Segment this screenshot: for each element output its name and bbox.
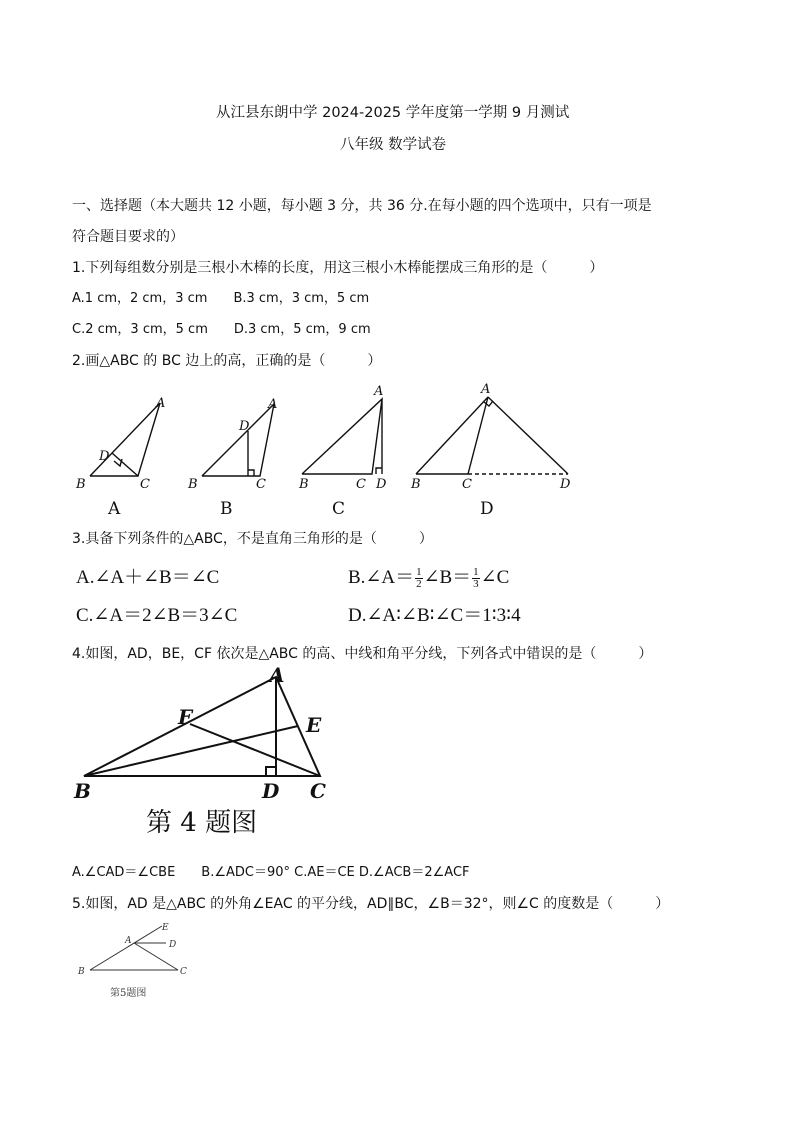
fig4-vertex-A: A (269, 663, 285, 687)
fig5-vertex-E: E (162, 923, 169, 933)
fig2c-vertex-B: B (299, 477, 309, 492)
question-2-stem: 2.画△ABC 的 BC 边上的高，正确的是（ ） (72, 353, 382, 369)
fig2b-vertex-D: D (239, 419, 250, 434)
fraction-numerator: 1 (473, 566, 479, 579)
fig2d-vertex-A: A (481, 382, 491, 397)
question-2-figures (70, 380, 590, 520)
fraction-one-third (472, 567, 480, 590)
question-5-figure (72, 922, 202, 1002)
fig2a-vertex-D: D (99, 449, 110, 464)
fig2-caption-C: C (332, 499, 346, 519)
option-b-suffix: ∠C (480, 567, 510, 588)
exam-subtitle: 八年级 数学试卷 (340, 137, 447, 153)
fraction-denominator: 3 (473, 578, 479, 591)
fig2c-vertex-D: D (376, 477, 387, 492)
question-1-options-row1: A.1 cm，2 cm，3 cm B.3 cm，3 cm，5 cm (72, 291, 370, 306)
question-3-stem: 3.具备下列条件的△ABC，不是直角三角形的是（ ） (72, 531, 433, 547)
fig5-vertex-D: D (169, 940, 177, 950)
question-1-stem: 1.下列每组数分别是三根小木棒的长度，用这三根小木棒能摆成三角形的是（ ） (72, 260, 604, 276)
fig2a-vertex-C: C (140, 477, 150, 492)
fraction-denominator: 2 (416, 578, 422, 591)
fig2-caption-A: A (108, 499, 121, 519)
question-3-option-A: A.∠A＋∠B＝∠C (76, 567, 220, 588)
fig5-caption: 第5题图 (110, 988, 147, 999)
question-3-option-C: C.∠A＝2∠B＝3∠C (76, 605, 238, 626)
fraction-numerator: 1 (416, 566, 422, 579)
fig2-caption-B: B (220, 499, 233, 519)
section-heading-line1: 一、选择题（本大题共 12 小题，每小题 3 分，共 36 分.在每小题的四个选项中，只有一项是 (72, 198, 652, 214)
fig2b-vertex-A: A (268, 397, 278, 412)
question-4-figure (66, 664, 366, 844)
question-4-stem: 4.如图，AD，BE，CF 依次是△ABC 的高、中线和角平分线，下列各式中错误的是（ ） (72, 646, 653, 662)
fig4-vertex-E: E (306, 713, 322, 737)
fig4-vertex-D: D (262, 779, 280, 803)
fig2b-vertex-C: C (256, 477, 266, 492)
fig2a-vertex-B: B (76, 477, 86, 492)
fig2d-vertex-C: C (462, 477, 472, 492)
fig2c-vertex-C: C (356, 477, 366, 492)
fig5-vertex-B: B (78, 967, 85, 977)
fig4-vertex-F: F (178, 705, 193, 729)
option-b-middle: ∠B＝ (423, 567, 472, 588)
fraction-one-half (415, 567, 423, 590)
fig2-caption-D: D (480, 499, 494, 519)
fig5-vertex-A: A (125, 936, 132, 946)
question-3-option-B (348, 566, 509, 590)
fig2a-vertex-A: A (156, 396, 166, 411)
fig2d-vertex-B: B (411, 477, 421, 492)
question-5-stem: 5.如图，AD 是△ABC 的外角∠EAC 的平分线，AD∥BC，∠B＝32°，则∠C 的度数是（ ） (72, 896, 670, 912)
fig4-vertex-B: B (74, 779, 91, 803)
fig4-caption: 第 4 题图 (146, 808, 258, 838)
fig2b-vertex-B: B (188, 477, 198, 492)
question-3-option-D: D.∠A∶∠B∶∠C＝1∶3∶4 (348, 605, 521, 626)
exam-title: 从江县东朗中学 2024-2025 学年度第一学期 9 月测试 (216, 105, 570, 121)
fig4-vertex-C: C (310, 779, 326, 803)
question-1-options-row2: C.2 cm，3 cm，5 cm D.3 cm，5 cm，9 cm (72, 322, 371, 337)
option-b-prefix: B.∠A＝ (348, 567, 415, 588)
section-heading-line2: 符合题目要求的） (72, 229, 184, 245)
fig2d-vertex-D: D (560, 477, 571, 492)
question-4-options: A.∠CAD＝∠CBE B.∠ADC＝90° C.AE＝CE D.∠ACB＝2∠ACF (72, 865, 470, 880)
fig5-vertex-C: C (180, 967, 187, 977)
fig2c-vertex-A: A (374, 384, 384, 399)
